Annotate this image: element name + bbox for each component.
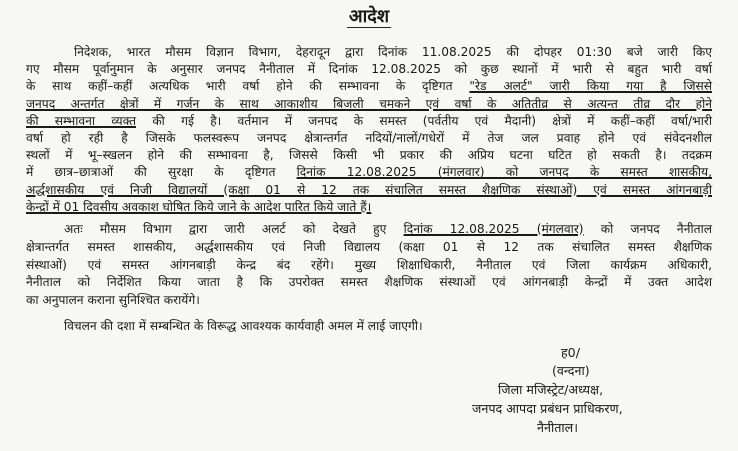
text-segment: स्थलों में भू–स्खलन होने की सम्भावना है, जिससे किसी भी प्रकार की अप्रिय घटना घटित हो सकती है। तदक्रम: [26, 148, 712, 163]
emphasized-text: अर्द्धशासकीय एवं निजी विद्यालयों (कक्षा 01 से 12 तक संचालित समस्त शैक्षणिक संस्थाओं) एवं समस्त आंगनबाड़ी: [26, 182, 712, 197]
document-title: [0, 4, 738, 28]
para1-line: [26, 113, 712, 129]
text-segment: को जनपद नैनीताल: [583, 222, 712, 236]
para2-line: [26, 292, 712, 308]
para1-line: [26, 164, 712, 180]
signatory-name: (वन्दना): [552, 363, 590, 378]
para1-line: [26, 147, 712, 163]
text-segment: गए मौसम पूर्वानुमान के अनुसार जनपद नैनीताल में दिनांक 12.08.2025 को कुछ स्थानों में भारी से बहुत भारी वर्षा: [26, 62, 712, 77]
para2-line: [64, 221, 712, 237]
para1-line: [26, 182, 712, 198]
para1-line: [26, 96, 712, 112]
para1-line: [26, 61, 712, 77]
text-segment: विचलन की दशा में सम्बन्धित के विरूद्ध आवश्यक कार्यवाही अमल में लाई जाएगी।: [64, 319, 423, 333]
para2-line: [26, 257, 712, 273]
emphasized-text: दिनांक 12.08.2025 (मंगलवार): [403, 222, 584, 236]
text-segment: के साथ कहीं–कहीं अत्यधिक भारी वर्षा होने की सम्भावना के दृष्टिगत: [26, 79, 470, 94]
text-segment: क्षेत्रान्तर्गत समस्त शासकीय, अर्द्धशासकीय एवं निजी विद्यालय (कक्षा 01 से 12 तक संचालित समस्त शैक्षणिक: [26, 239, 712, 254]
text-segment: वर्षा हो रही है जिसके फलस्वरूप जनपद क्षेत्रान्तर्गत नदियों/नालों/गधेरों में तेज जल प्रवाह होने एवं संवेदनशील: [26, 131, 712, 145]
emphasized-text: दिनांक 12.08.2025 (मंगलवार) को जनपद के समस्त शासकीय,: [296, 165, 712, 180]
text-segment: संस्थाओं) एवं समस्त आंगनबाड़ी केन्द्र बंद रहेंगे। मुख्य शिक्षाधिकारी, नैनीताल एवं जिला कार्यक्रम अधिकारी,: [26, 257, 712, 272]
place-name: नैनीताल।: [537, 420, 578, 435]
para1-line: [26, 130, 712, 146]
text-segment: नैनीताल को निर्देशित किया जाता है कि उपरोक्त समस्त शैक्षणिक संस्थाओं एवं आंगनबाड़ी केन्द्रों में उक्त आदेश: [26, 275, 712, 290]
para2-line: [26, 274, 712, 290]
emphasized-text: जनपद अन्तर्गत क्षेत्रों में गर्जन के साथ आकाशीय बिजली चमकने एवं वर्षा के अतितीव्र से अत्यन्त तीव्र दौर होने: [26, 96, 712, 111]
designation-line-2: जनपद आपदा प्रबंधन प्राधिकरण,: [472, 401, 623, 416]
text-segment: की गई है। वर्तमान में जनपद के समस्त (पर्वतीय एवं मैदानी) क्षेत्रों में कहीं–कहीं वर्षा/भारी: [136, 113, 712, 128]
emphasized-text: "रेड अलर्ट" जारी किया गया है जिससे: [469, 79, 712, 94]
para1-line: [26, 199, 712, 215]
para3-line: [64, 318, 712, 334]
text-segment: में छात्र–छात्राओं की सुरक्षा के दृष्टिगत: [26, 165, 297, 180]
emphasized-text: की सम्भावना व्यक्त: [26, 113, 137, 128]
text-segment: निदेशक, भारत मौसम विज्ञान विभाग, देहरादून द्वारा दिनांक 11.08.2025 की दोपहर 01:30 बजे जारी किए: [74, 45, 712, 59]
emphasized-text: केन्द्रों में 01 दिवसीय अवकाश घोषित किये जाने के आदेश पारित किये जाते हैं।: [26, 199, 372, 214]
text-segment: का अनुपालन कराना सुनिश्चित करायेंगे।: [26, 293, 200, 308]
signature-mark: ह0/: [561, 345, 580, 360]
text-segment: अतः मौसम विभाग द्वारा जारी अलर्ट को देखते हुए: [64, 222, 404, 236]
designation-line-1: जिला मजिस्ट्रेट/अध्यक्ष,: [498, 382, 604, 397]
title-text: आदेश: [348, 6, 390, 27]
para2-line: [26, 239, 712, 255]
para1-line: [26, 78, 712, 94]
para1-line: [74, 44, 712, 60]
